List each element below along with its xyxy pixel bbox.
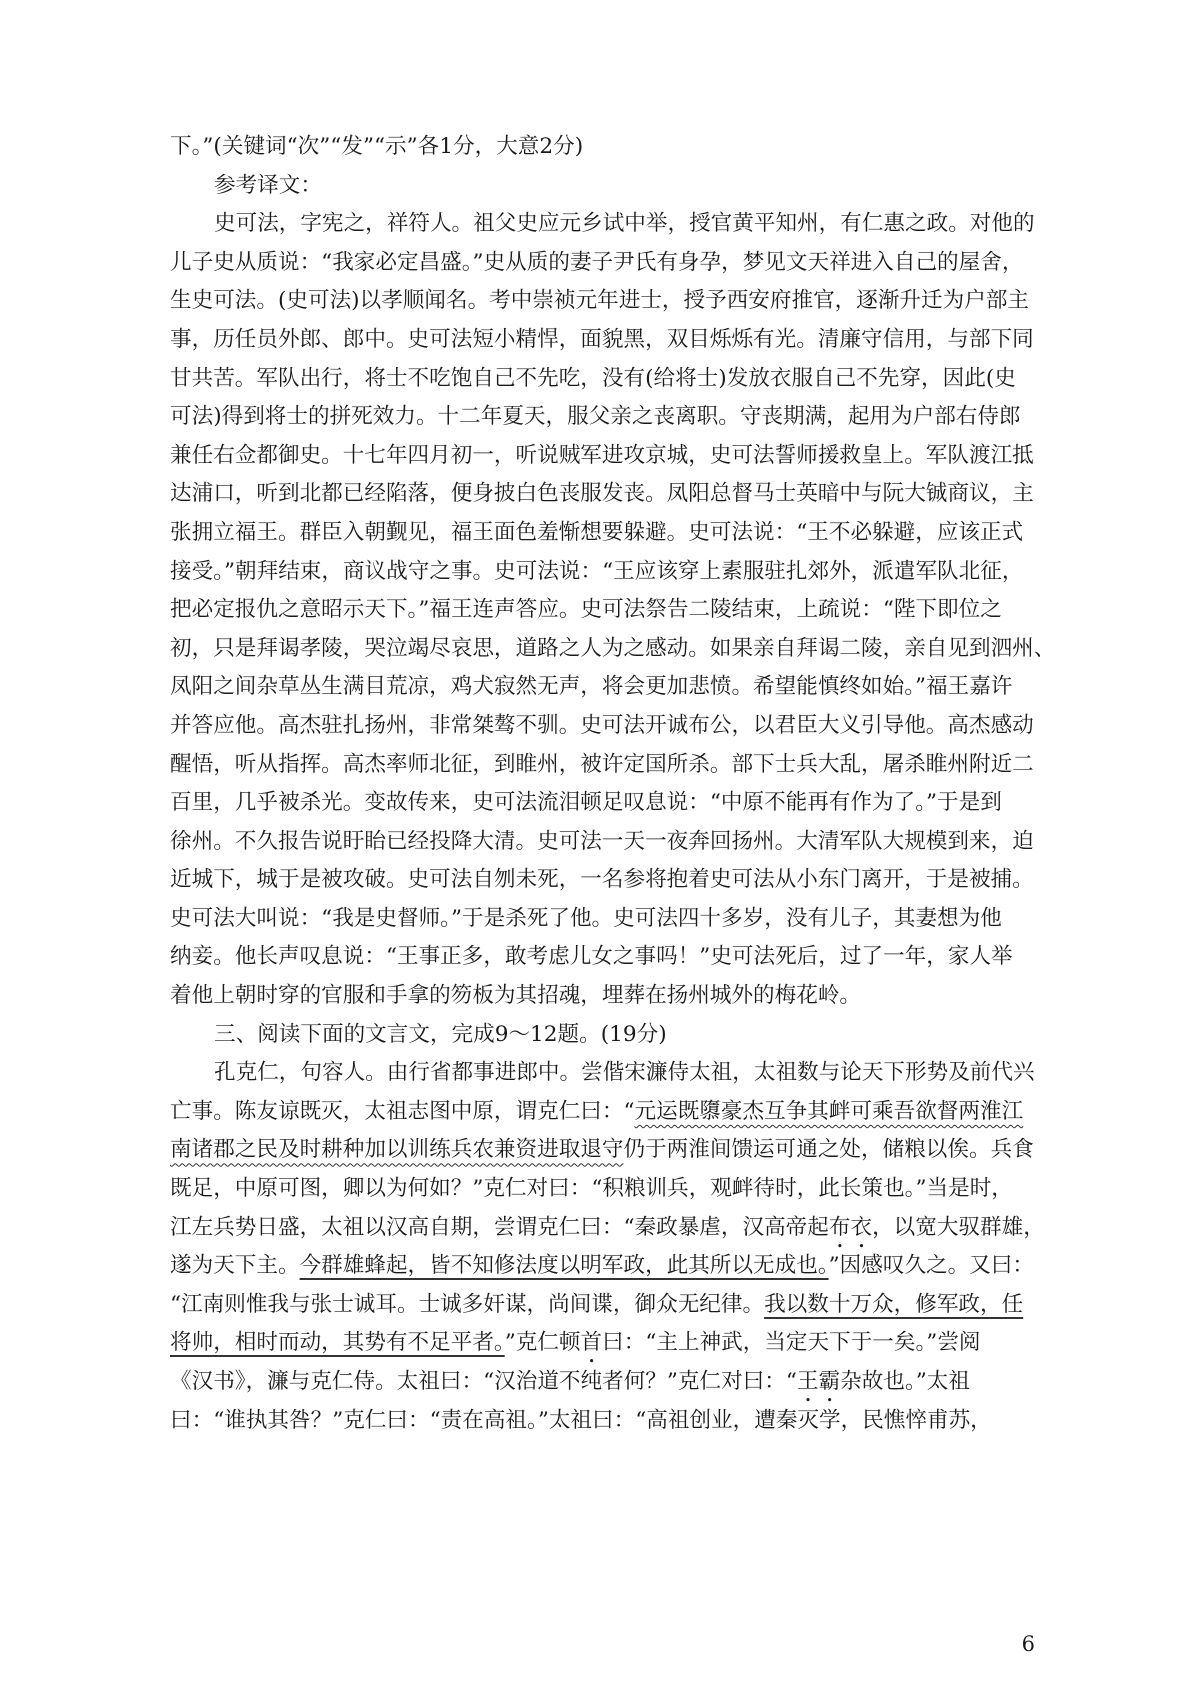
text-run: “江南则惟我与张士诚耳。士诚多奸谋，尚间谍，御众无纪律。 bbox=[170, 1291, 765, 1317]
text-line: 事，历任员外郎、郎中。史可法短小精悍，面貌黑，双目烁烁有光。清廉守信用，与部下同 bbox=[170, 326, 1034, 352]
text-line: 徐州。不久报告说盱眙已经投降大清。史可法一天一夜奔回扬州。大清军队大规模到来，迫 bbox=[170, 828, 1034, 854]
text-line bbox=[170, 1286, 1030, 1325]
text-line: 史可法，字宪之，祥符人。祖父史应元乡试中举，授官黄平知州，有仁惠之政。对他的 bbox=[214, 211, 1035, 237]
text-line: 初，只是拜谒孝陵，哭泣竭尽哀思，道路之人为之感动。如果亲自拜谒二陵，亲自见到泗州、 bbox=[170, 635, 1056, 661]
text-run: 仍于两淮间馈运可通之处，储粮以俟。兵食 bbox=[623, 1137, 1034, 1163]
question-heading: 三、阅读下面的文言文，完成9～12题。(19分) bbox=[214, 1021, 667, 1047]
text-run: 遂为天下主。 bbox=[170, 1253, 300, 1279]
text-line bbox=[170, 1209, 1045, 1248]
text-line: 下。”(关键词“次”“发”“示”各1分，大意2分) bbox=[170, 134, 584, 159]
underlined-run: 我以数十万众，修军政，任 bbox=[764, 1291, 1024, 1317]
text-line bbox=[170, 1131, 1034, 1170]
text-line: 纳妾。他长声叹息说：“王事正多，敢考虑儿女之事吗！”史可法死后，过了一年，家人举 bbox=[170, 944, 1013, 970]
text-line: 接受。”朝拜结束，商议战守之事。史可法说：“王应该穿上素服驻扎郊外，派遣军队北征， bbox=[170, 558, 1024, 584]
translation-heading: 参考译文： bbox=[214, 172, 322, 198]
text-run: ”因感叹久之。又曰： bbox=[828, 1253, 1035, 1279]
text-line bbox=[170, 1324, 1030, 1363]
text-line: 既足，中原可图，卿以为何如？”克仁对曰：“积粮训兵，观衅待时，此长策也。”当是时， bbox=[170, 1176, 1013, 1202]
wavy-underlined-run: 南诸郡之民及时耕种加以训练兵农兼资进取退守 bbox=[170, 1137, 624, 1163]
text-line: 百里，几乎被杀光。变故传来，史可法流泪顿足叹息说：“中原不能再有作为了。”于是到 bbox=[170, 790, 1002, 816]
dotted-char: 王 bbox=[796, 1369, 819, 1394]
text-line: 醒悟，听从指挥。高杰率师北征，到睢州，被许定国所杀。部下士兵大乱，屠杀睢州附近二 bbox=[170, 751, 1034, 777]
text-line: 并答应他。高杰驻扎扬州，非常桀骜不驯。史可法开诚布公，以君臣大义引导他。高杰感动 bbox=[170, 712, 1034, 738]
text-line: 着他上朝时穿的官服和手拿的笏板为其招魂，埋葬在扬州城外的梅花岭。 bbox=[170, 983, 862, 1009]
wavy-underlined-run: 元运既隳豪杰互争其衅可乘吾欲督两淮江 bbox=[634, 1098, 1024, 1124]
dotted-char: 霸 bbox=[818, 1369, 841, 1394]
text-run: ，以宽大驭群雄， bbox=[872, 1214, 1045, 1240]
text-line bbox=[170, 1363, 1030, 1402]
text-line: 可法)得到将士的拼死效力。十二年夏天，服父亲之丧离职。守丧期满，起用为户部右侍郎 bbox=[170, 404, 1021, 430]
text-line: 曰：“谁执其咎？”克仁曰：“责在高祖。”太祖曰：“高祖创业，遭秦灭学，民憔悴甫苏， bbox=[170, 1407, 992, 1433]
text-run: 《汉书》，濂与克仁侍。太祖曰：“汉治道不纯者何？”克仁对曰：“ bbox=[170, 1369, 797, 1394]
text-line: 孔克仁，句容人。由行省都事进郎中。尝偕宋濂侍太祖，太祖数与论天下形势及前代兴 bbox=[214, 1060, 1035, 1086]
text-line: 达浦口，听到北都已经陷落，便身披白色丧服发丧。凤阳总督马士英暗中与阮大铖商议，主 bbox=[170, 481, 1034, 507]
text-line: 生史可法。(史可法)以孝顺闻名。考中崇祯元年进士，授予西安府推官，逐渐升迁为户部主 bbox=[170, 288, 1030, 314]
text-line bbox=[170, 1093, 1030, 1132]
text-line: 甘共苦。军队出行，将士不吃饱自己不先吃，没有(给将士)发放衣服自己不先穿，因此(史 bbox=[170, 365, 1016, 391]
text-line: 兼任右佥都御史。十七年四月初一，听说贼军进攻京城，史可法誓师援救皇上。军队渡江抵 bbox=[170, 442, 1034, 468]
underlined-run: 将帅，相时而动，其势有不足平者。 bbox=[170, 1330, 505, 1356]
text-line: 史可法大叫说：“我是史督师。”于是杀死了他。史可法四十多岁，没有儿子，其妻想为他 bbox=[170, 905, 1002, 931]
text-run: 曰：“主上神武，当定天下于一矣。”尝阅 bbox=[602, 1330, 981, 1356]
dotted-char: 衣 bbox=[850, 1214, 873, 1240]
text-line: 儿子史从质说：“我家必定昌盛。”史从质的妻子尹氏有身孕，梦见文天祥进入自己的屋舍， bbox=[170, 249, 1024, 275]
dotted-char: 布 bbox=[828, 1214, 851, 1240]
text-run: 杂故也。”太祖 bbox=[840, 1369, 970, 1394]
underlined-run: 今群雄蜂起，皆不知修法度以明军政，此其所以无成也。 bbox=[299, 1253, 829, 1279]
document-body bbox=[170, 128, 1056, 1440]
text-line: 凤阳之间杂草丛生满目荒凉，鸡犬寂然无声，将会更加悲愤。希望能慎终如始。”福王嘉许 bbox=[170, 674, 1013, 700]
text-line bbox=[170, 1247, 1035, 1286]
text-run: 江左兵势日盛，太祖以汉高自期，尝谓克仁曰：“秦政暴虐，汉高帝起 bbox=[170, 1214, 829, 1240]
page-number: 6 bbox=[1021, 1632, 1035, 1656]
dotted-char: 首 bbox=[580, 1330, 603, 1356]
text-line: 张拥立福王。群臣入朝觐见，福王面色羞惭想要躲避。史可法说：“王不必躲避，应该正式 bbox=[170, 519, 1024, 545]
text-run: 亡事。陈友谅既灭，太祖志图中原，谓克仁曰：“ bbox=[170, 1098, 635, 1124]
text-run: ”克仁顿 bbox=[504, 1330, 581, 1356]
text-line: 近城下，城于是被攻破。史可法自刎未死，一名参将抱着史可法从小东门离开，于是被捕。 bbox=[170, 867, 1034, 893]
text-line: 把必定报仇之意昭示天下。”福王连声答应。史可法祭告二陵结束，上疏说：“陛下即位之 bbox=[170, 597, 1002, 623]
